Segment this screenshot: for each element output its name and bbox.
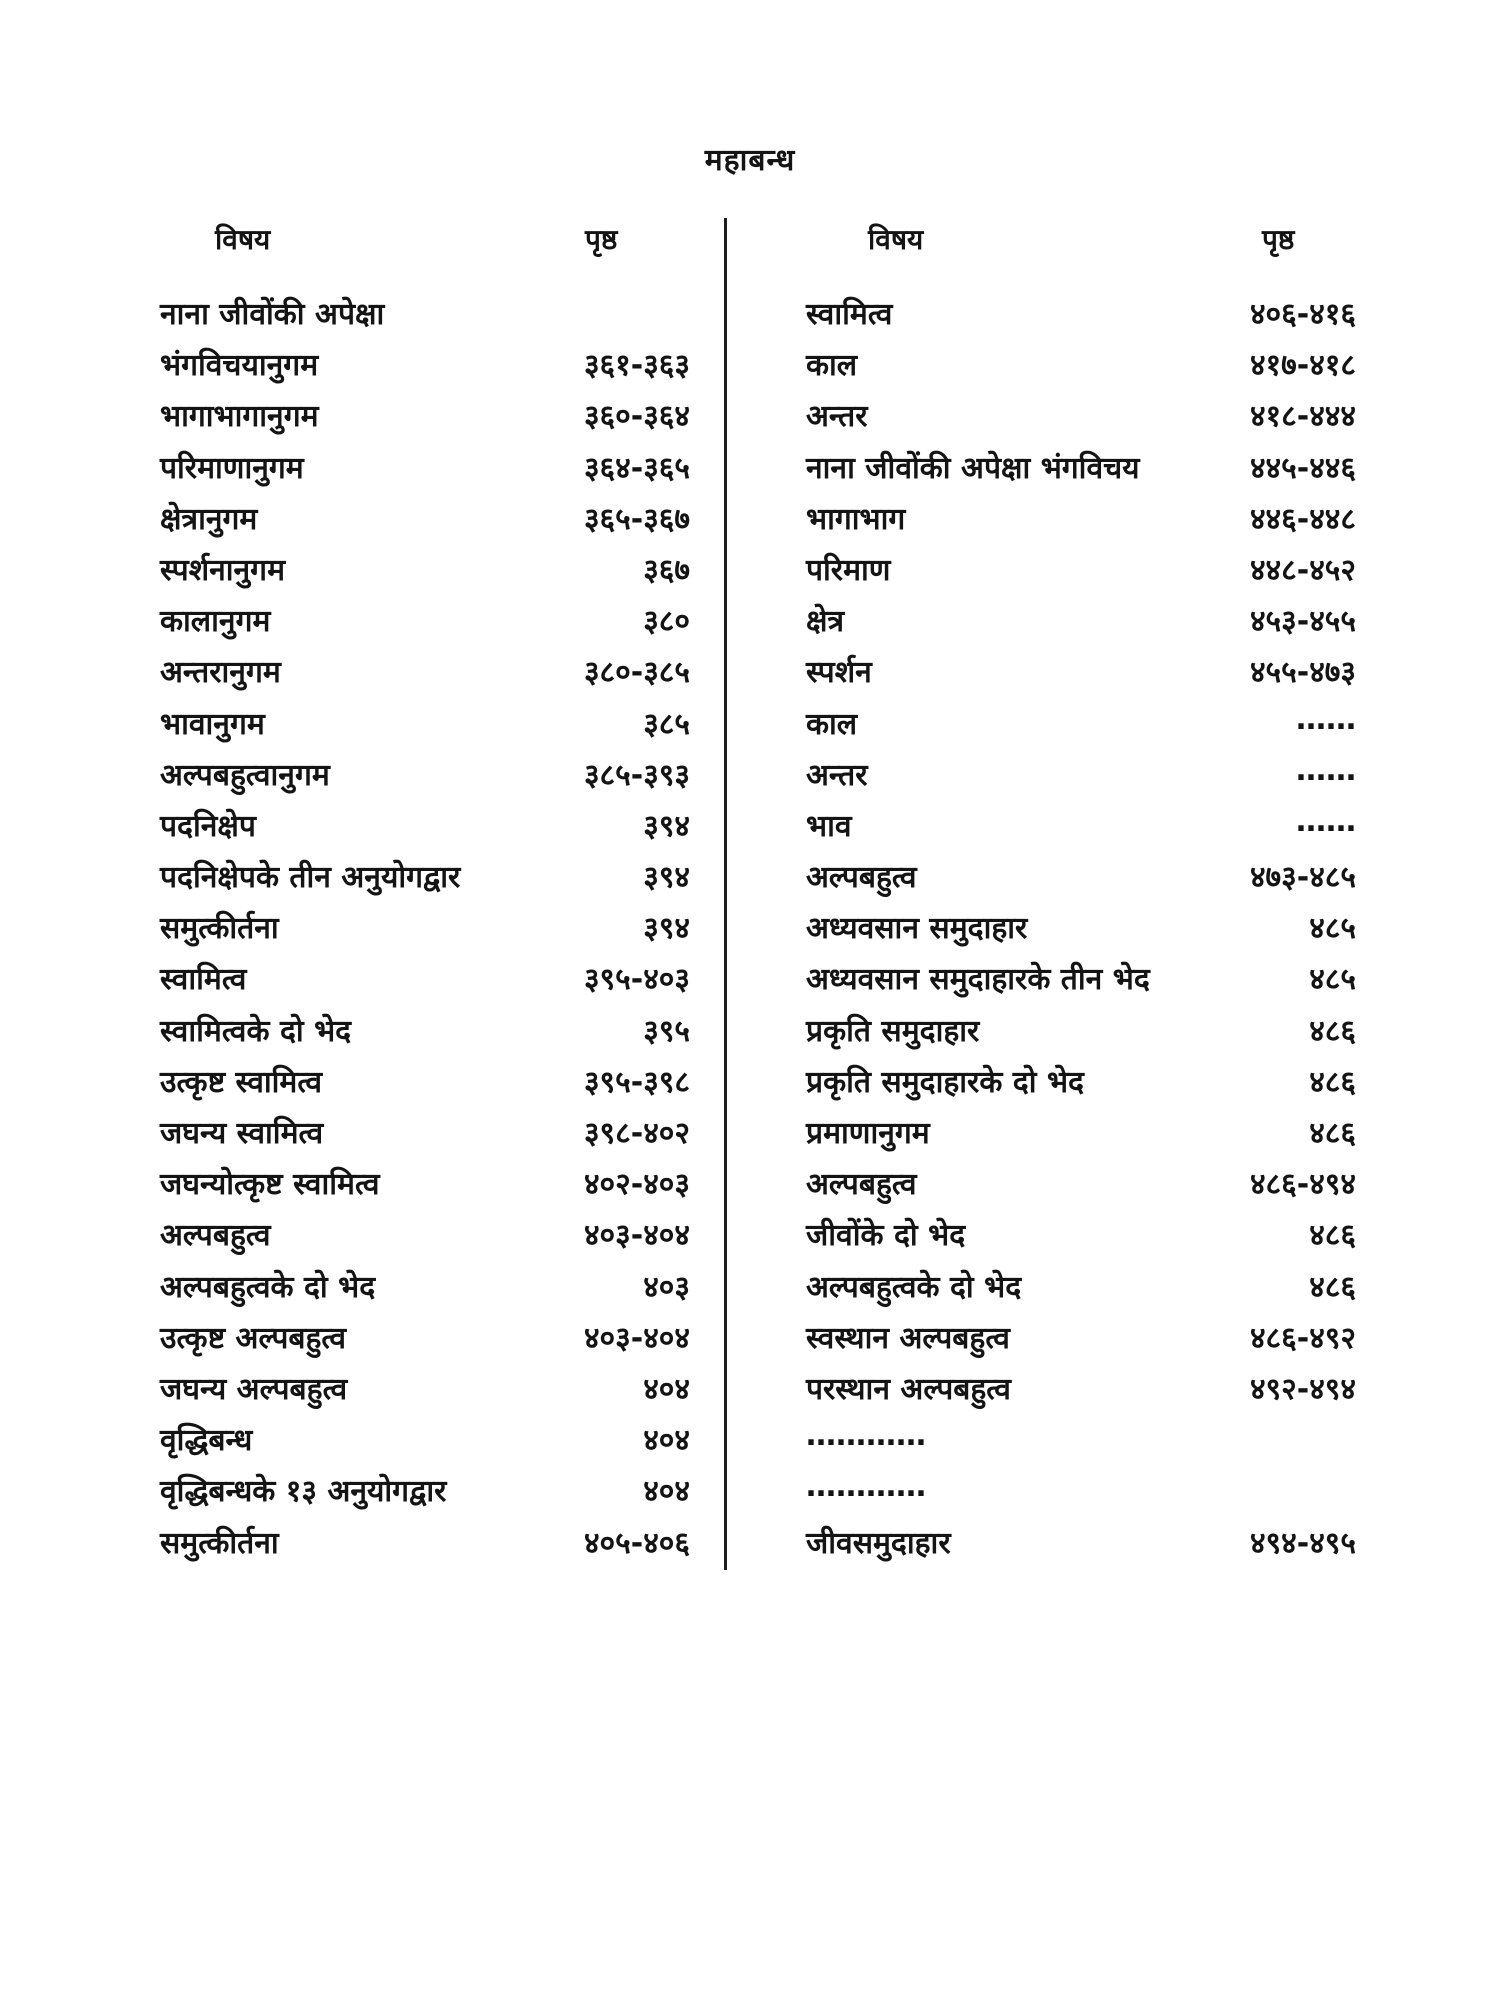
index-row — [806, 1316, 1356, 1367]
index-row — [806, 1469, 1356, 1520]
index-row — [160, 548, 690, 599]
entry-subject: क्षेत्रानुगम — [160, 501, 258, 537]
page-title: महाबन्ध — [704, 143, 796, 178]
entry-page: ३८० — [643, 604, 690, 640]
entry-subject: क्षेत्र — [806, 604, 845, 640]
entry-subject: अध्यवसान समुदाहार — [806, 911, 1028, 947]
index-row — [160, 702, 690, 753]
entry-subject: ………… — [806, 1418, 926, 1454]
entry-subject: परिमाणानुगम — [160, 450, 304, 486]
index-row — [806, 343, 1356, 394]
entry-page: ४०३-४०४ — [583, 1218, 690, 1254]
index-row — [806, 548, 1356, 599]
index-row — [160, 1213, 690, 1264]
entry-page: ४०६-४१६ — [1249, 297, 1356, 332]
entry-page: ४५३-४५५ — [1249, 604, 1356, 640]
entry-page: ४८५ — [1309, 962, 1356, 998]
entry-subject: स्पर्शनानुगम — [160, 552, 286, 588]
entry-subject: ………… — [806, 1469, 926, 1505]
entry-page: ४८६ — [1309, 1269, 1356, 1305]
index-row — [160, 1162, 690, 1213]
entry-page: …… — [1296, 701, 1356, 737]
index-row — [806, 650, 1356, 701]
index-row — [160, 804, 690, 855]
entry-page: ३९४ — [643, 911, 690, 947]
entry-subject: काल — [806, 706, 858, 742]
entry-subject: कालानुगम — [160, 604, 271, 640]
entry-subject: प्रमाणानुगम — [806, 1116, 930, 1151]
index-row — [806, 1111, 1356, 1162]
entry-subject: उत्कृष्ट अल्पबहुत्व — [160, 1320, 347, 1356]
entry-subject: परस्थान अल्पबहुत्व — [806, 1371, 1011, 1407]
entry-page: ४०३-४०४ — [583, 1320, 690, 1356]
entry-page: ४०३ — [643, 1269, 690, 1305]
index-row — [806, 753, 1356, 804]
entry-subject: स्वामित्व — [806, 297, 893, 332]
entry-subject: अन्तरानुगम — [160, 655, 281, 691]
right-page-header: पृष्ठ — [1262, 223, 1295, 256]
entry-subject: जघन्य अल्पबहुत्व — [160, 1371, 348, 1407]
index-row — [160, 292, 690, 343]
entry-page: ४०५-४०६ — [583, 1525, 690, 1561]
entry-subject: स्वामित्व — [160, 962, 247, 998]
left-page-header: पृष्ठ — [585, 223, 618, 256]
entry-page: ४८६ — [1309, 1064, 1356, 1100]
entry-subject: जीवोंके दो भेद — [806, 1218, 966, 1254]
index-row — [160, 855, 690, 906]
index-row — [806, 1367, 1356, 1418]
index-row — [160, 1316, 690, 1367]
entry-subject: उत्कृष्ट स्वामित्व — [160, 1064, 323, 1100]
entry-subject: भागाभागानुगम — [160, 399, 319, 435]
index-row — [806, 1213, 1356, 1264]
entry-page: ४८६ — [1309, 1013, 1356, 1049]
entry-subject: पदनिक्षेप — [160, 808, 256, 844]
entry-subject: अन्तर — [806, 757, 868, 793]
entry-page: ३९५-३९८ — [583, 1064, 690, 1100]
entry-subject: पदनिक्षेपके तीन अनुयोगद्वार — [160, 860, 461, 896]
index-row — [160, 753, 690, 804]
entry-subject: वृद्धिबन्धके १३ अनुयोगद्वार — [160, 1474, 447, 1510]
entry-page: ३९५ — [643, 1013, 690, 1049]
entry-subject: स्पर्शन — [806, 655, 872, 691]
index-row — [160, 1367, 690, 1418]
entry-page: ४०२-४०३ — [583, 1167, 690, 1203]
entry-page: ४७३-४८५ — [1249, 860, 1356, 896]
index-row — [806, 1521, 1356, 1572]
entry-subject: जघन्योत्कृष्ट स्वामित्व — [160, 1167, 380, 1203]
index-row — [160, 394, 690, 445]
entry-page: ४५५-४७३ — [1249, 655, 1356, 691]
entry-page: ३८५-३९३ — [583, 757, 690, 793]
index-row — [160, 650, 690, 701]
index-row — [160, 446, 690, 497]
index-row — [160, 1009, 690, 1060]
right-subject-header: विषय — [868, 223, 924, 256]
entry-subject: अल्पबहुत्वानुगम — [160, 757, 330, 793]
entry-page: ३६०-३६४ — [583, 399, 690, 435]
entry-subject: काल — [806, 348, 858, 384]
entry-page: ३८०-३८५ — [583, 655, 690, 691]
index-row — [160, 1265, 690, 1316]
entry-subject: अल्पबहुत्व — [160, 1218, 271, 1254]
entry-subject: समुत्कीर्तना — [160, 911, 279, 947]
index-row — [806, 804, 1356, 855]
index-row — [160, 957, 690, 1008]
index-row — [806, 292, 1356, 343]
entry-subject: भाव — [806, 808, 852, 844]
entry-page: ४१७-४१८ — [1249, 348, 1356, 384]
entry-subject: अल्पबहुत्व — [806, 860, 917, 896]
entry-page: ४४६-४४८ — [1249, 501, 1356, 537]
index-row — [806, 1162, 1356, 1213]
index-row — [160, 599, 690, 650]
entry-page: ३९५-४०३ — [583, 962, 690, 998]
entry-page: ४४५-४४६ — [1249, 450, 1356, 486]
entry-page: ३६४-३६५ — [583, 450, 690, 486]
index-row — [160, 1111, 690, 1162]
entry-page: ३६१-३६३ — [583, 348, 690, 384]
entry-subject: अन्तर — [806, 399, 868, 435]
entry-page: ४१८-४४४ — [1249, 399, 1356, 435]
entry-subject: भागाभाग — [806, 501, 906, 537]
index-row — [806, 1009, 1356, 1060]
entry-subject: प्रकृति समुदाहार — [806, 1013, 980, 1049]
entry-subject: समुत्कीर्तना — [160, 1525, 279, 1561]
entry-subject: परिमाण — [806, 552, 891, 588]
left-index-column — [160, 292, 690, 1572]
index-row — [806, 1265, 1356, 1316]
entry-page: ३६५-३६७ — [583, 501, 690, 537]
index-row — [806, 957, 1356, 1008]
entry-page: ४०४ — [643, 1474, 690, 1510]
index-row — [160, 497, 690, 548]
index-row — [806, 1418, 1356, 1469]
entry-page: ३९८-४०२ — [583, 1116, 690, 1151]
entry-page: ४४८-४५२ — [1249, 552, 1356, 588]
entry-subject: अल्पबहुत्वके दो भेद — [806, 1269, 1022, 1305]
entry-page: ३८५ — [643, 706, 690, 742]
entry-subject: स्वस्थान अल्पबहुत्व — [806, 1320, 1010, 1356]
right-index-column — [806, 292, 1356, 1572]
entry-page: ३६७ — [643, 552, 690, 588]
entry-page: ४८६ — [1309, 1218, 1356, 1254]
entry-page: …… — [1296, 803, 1356, 839]
left-subject-header: विषय — [215, 223, 271, 256]
entry-subject: अल्पबहुत्वके दो भेद — [160, 1269, 376, 1305]
index-row — [160, 1469, 690, 1520]
entry-subject: नाना जीवोंकी अपेक्षा — [160, 297, 385, 332]
entry-subject: भावानुगम — [160, 706, 265, 742]
entry-page: …… — [1296, 752, 1356, 788]
entry-subject: अध्यवसान समुदाहारके तीन भेद — [806, 962, 1150, 998]
entry-subject: जीवसमुदाहार — [806, 1525, 951, 1561]
index-row — [806, 906, 1356, 957]
index-row — [806, 1060, 1356, 1111]
entry-subject: अल्पबहुत्व — [806, 1167, 917, 1203]
index-row — [160, 1521, 690, 1572]
index-row — [806, 497, 1356, 548]
entry-page: ४०४ — [643, 1423, 690, 1459]
index-row — [160, 906, 690, 957]
entry-subject: नाना जीवोंकी अपेक्षा भंगविचय — [806, 450, 1140, 486]
entry-page: ४८६-४९४ — [1249, 1167, 1356, 1203]
entry-subject: प्रकृति समुदाहारके दो भेद — [806, 1064, 1084, 1100]
entry-subject: जघन्य स्वामित्व — [160, 1116, 324, 1151]
entry-subject: वृद्धिबन्ध — [160, 1423, 253, 1459]
index-row — [160, 1418, 690, 1469]
entry-subject: भंगविचयानुगम — [160, 348, 319, 384]
index-row — [160, 1060, 690, 1111]
entry-page: ४९२-४९४ — [1249, 1371, 1356, 1407]
index-row — [806, 599, 1356, 650]
entry-page: ४८६ — [1309, 1116, 1356, 1151]
index-row — [806, 394, 1356, 445]
entry-page: ४०४ — [643, 1371, 690, 1407]
index-row — [806, 446, 1356, 497]
index-row — [806, 855, 1356, 906]
entry-page: ३९४ — [643, 860, 690, 896]
entry-page: ४९४-४९५ — [1249, 1525, 1356, 1561]
entry-page: ४८५ — [1309, 911, 1356, 947]
entry-subject: स्वामित्वके दो भेद — [160, 1013, 352, 1049]
column-divider — [724, 218, 727, 1570]
index-row — [806, 702, 1356, 753]
index-row — [160, 343, 690, 394]
entry-page: ३९४ — [643, 808, 690, 844]
entry-page: ४८६-४९२ — [1249, 1320, 1356, 1356]
